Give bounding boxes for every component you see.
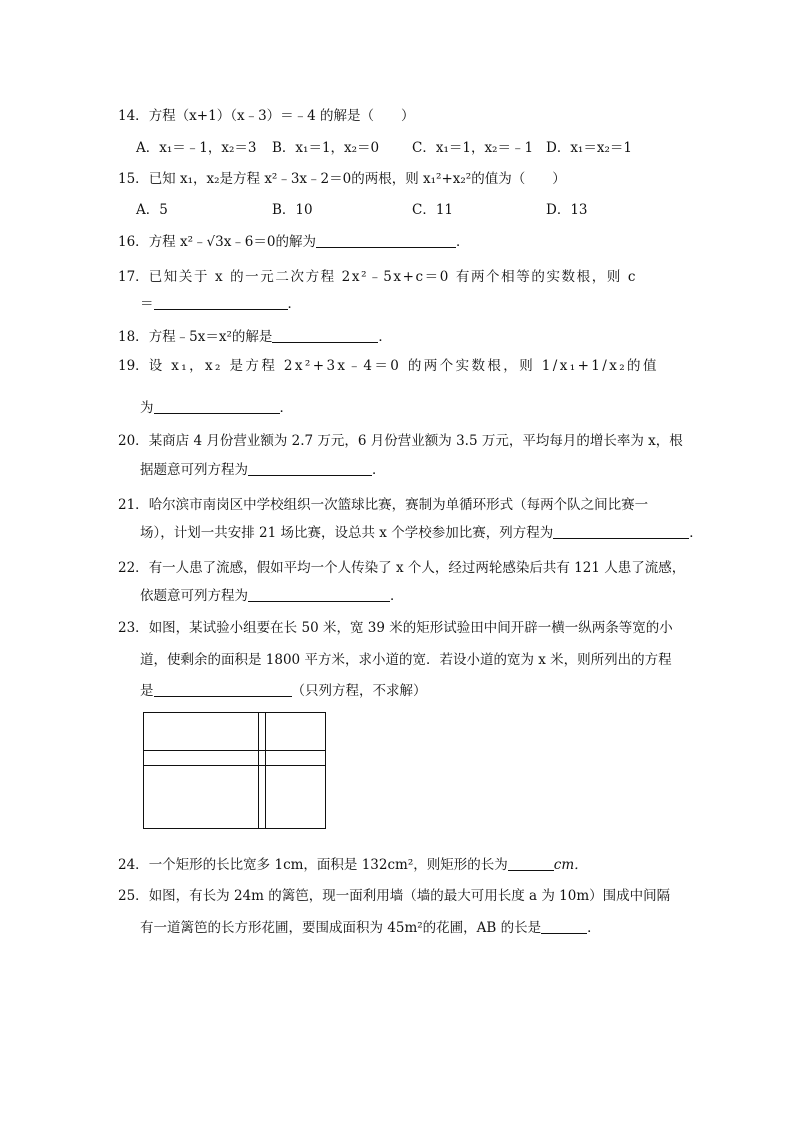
q15-option-c[interactable]: C．11: [412, 202, 454, 218]
q23-line1: 如图，某试验小组要在长 50 米，宽 39 米的矩形试验田中间开辟一横一纵两条等宽的小: [148, 620, 673, 636]
q14-option-c[interactable]: C．x₁＝1，x₂＝﹣1: [412, 140, 534, 156]
q17-line1: 已知关于 x 的一元二次方程 2x²﹣5x+c＝0 有两个相等的实数根，则 c: [148, 269, 637, 285]
q14-number: 14．: [118, 108, 149, 124]
question-19: [118, 354, 659, 374]
path-intersection: [259, 750, 265, 766]
q25-number: 25．: [118, 888, 149, 904]
q25-answer-blank[interactable]: [541, 920, 587, 934]
q22-line1: 有一人患了流感，假如平均一个人传染了 x 个人，经过两轮感染后共有 121 人患了流感，: [148, 560, 686, 576]
q23-line3-post: （只列方程，不求解）: [291, 683, 427, 699]
q24-answer-blank[interactable]: [508, 857, 554, 871]
q15-option-a[interactable]: A．5: [136, 202, 168, 218]
question-19-cont: 为 ．: [140, 400, 293, 416]
question-23: [118, 616, 673, 636]
q16-text: 方程 x²﹣√3x﹣6＝0的解为: [148, 234, 316, 250]
q14-option-b[interactable]: B．x₁＝1，x₂＝0: [272, 140, 380, 156]
q17-line2: ＝: [140, 296, 154, 312]
q22-number: 22．: [118, 560, 149, 576]
q18-answer-blank[interactable]: [272, 329, 378, 343]
question-23-line2: 道，使剩余的面积是 1800 平方米，求小道的宽．若设小道的宽为 x 米，则所列出的方程: [140, 652, 672, 668]
question-21: [118, 493, 648, 513]
q19-answer-blank[interactable]: [154, 400, 280, 414]
q15-option-b[interactable]: B．10: [272, 202, 313, 218]
question-17-cont: ＝ ．: [140, 296, 301, 312]
q22-line2: 依题意可列方程为: [140, 588, 248, 604]
q17-answer-blank[interactable]: [154, 296, 288, 310]
q21-line2: 场），计划一共安排 21 场比赛，设总共 x 个学校参加比赛，列方程为: [140, 525, 554, 541]
q21-number: 21．: [118, 497, 149, 513]
question-14: [118, 104, 415, 124]
question-24: [118, 853, 588, 873]
question-21-cont: 场），计划一共安排 21 场比赛，设总共 x 个学校参加比赛，列方程为 ．: [140, 525, 703, 541]
question-20: [118, 429, 683, 449]
question-16: 16．方程 x²﹣√3x﹣6＝0的解为 ．: [118, 234, 470, 250]
q24-unit: cm．: [553, 857, 588, 873]
question-17: [118, 265, 637, 285]
q18-text: 方程﹣5x＝x²的解是: [148, 329, 273, 345]
q21-answer-blank[interactable]: [553, 525, 689, 539]
q18-number: 18．: [118, 329, 149, 345]
q20-line2: 据题意可列方程为: [140, 462, 248, 478]
q15-text: 已知 x₁，x₂是方程 x²﹣3x﹣2＝0的两根，则 x₁²+x₂²的值为（ ）: [148, 171, 566, 187]
q20-answer-blank[interactable]: [248, 462, 372, 476]
question-18: 18．方程﹣5x＝x²的解是 ．: [118, 329, 392, 345]
q14-option-d[interactable]: D．x₁＝x₂＝1: [546, 140, 632, 156]
q23-number: 23．: [118, 620, 149, 636]
q24-text: 一个矩形的长比宽多 1cm，面积是 132cm²，则矩形的长为: [148, 857, 508, 873]
field-outline: [144, 713, 326, 829]
q20-number: 20．: [118, 433, 149, 449]
q15-number: 15．: [118, 171, 149, 187]
q16-answer-blank[interactable]: [316, 234, 456, 248]
q17-number: 17．: [118, 269, 149, 285]
q19-number: 19．: [118, 358, 149, 374]
q25-line1: 如图，有长为 24m 的篱笆，现一面利用墙（墙的最大可用长度 a 为 10m）围成中间隔: [148, 888, 671, 904]
q14-text: 方程（x+1）（x﹣3）＝﹣4 的解是（ ）: [148, 108, 415, 124]
question-25: [118, 884, 670, 904]
q19-line2: 为: [140, 400, 154, 416]
q20-line1: 某商店 4 月份营业额为 2.7 万元，6 月份营业额为 3.5 万元，平均每月的增长率为 x，根: [148, 433, 683, 449]
field-diagram: [143, 712, 327, 830]
q24-number: 24．: [118, 857, 149, 873]
question-22-cont: 依题意可列方程为 ．: [140, 588, 404, 604]
question-23-line3: [140, 679, 427, 699]
question-15: [118, 167, 566, 187]
q15-option-d[interactable]: D．13: [546, 202, 588, 218]
q23-answer-blank[interactable]: [154, 683, 292, 697]
question-25-cont: 有一道篱笆的长方形花圃，要围成面积为 45m²的花圃，AB 的长是 ．: [140, 920, 601, 936]
q25-line2: 有一道篱笆的长方形花圃，要围成面积为 45m²的花圃，AB 的长是: [140, 920, 542, 936]
q19-line1: 设 x₁，x₂ 是方程 2x²+3x﹣4＝0 的两个实数根，则 1/x₁+1/x₂的值: [148, 358, 659, 374]
question-20-cont: 据题意可列方程为 ．: [140, 462, 386, 478]
q22-answer-blank[interactable]: [248, 588, 390, 602]
q16-number: 16．: [118, 234, 149, 250]
q21-line1: 哈尔滨市南岗区中学校组织一次篮球比赛，赛制为单循环形式（每两个队之间比赛一: [148, 497, 649, 513]
q23-line3-pre: 是: [140, 683, 154, 699]
question-22: [118, 556, 685, 576]
q14-option-a[interactable]: A．x₁＝﹣1，x₂＝3: [136, 140, 257, 156]
